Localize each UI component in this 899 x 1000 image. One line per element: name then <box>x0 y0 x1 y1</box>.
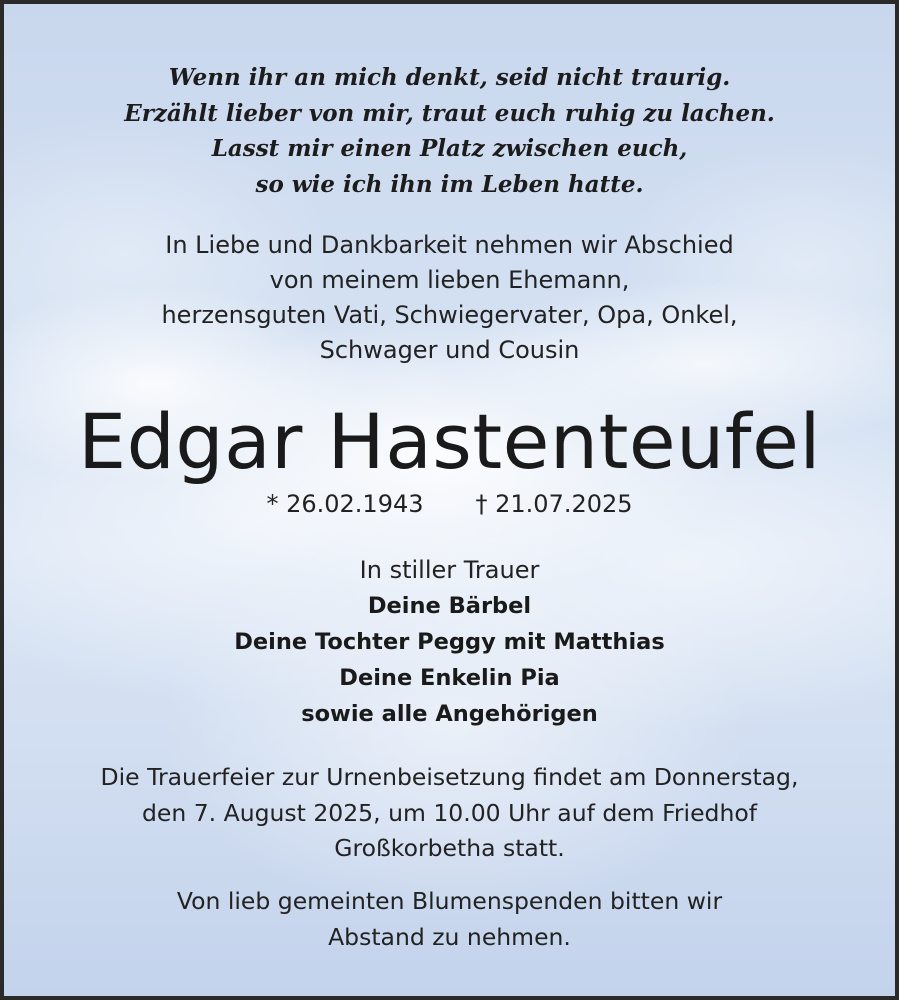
memorial-poem <box>4 60 895 202</box>
deceased-name: Edgar Hastenteufel <box>78 397 821 486</box>
mourner-name: Deine Enkelin Pia <box>339 665 560 691</box>
mourner-name: Deine Tochter Peggy mit Matthias <box>234 629 665 655</box>
life-dates <box>4 488 895 520</box>
intro-line: Schwager und Cousin <box>319 336 580 364</box>
flowers-line: Von lieb gemeinten Blumenspenden bitten wir <box>176 887 723 915</box>
poem-line: so wie ich ihn im Leben hatte. <box>255 170 644 198</box>
intro-line: von meinem lieben Ehemann, <box>269 266 630 294</box>
mourner-name: sowie alle Angehörigen <box>301 701 598 727</box>
poem-line: Erzählt lieber von mir, traut euch ruhig zu lachen. <box>124 99 775 127</box>
intro-line: In Liebe und Dankbarkeit nehmen wir Abschied <box>165 231 734 259</box>
farewell-intro <box>4 228 895 368</box>
mourners-heading: In stiller Trauer <box>359 556 540 584</box>
death-date: † 21.07.2025 <box>475 490 633 518</box>
ceremony-line: Die Trauerfeier zur Urnenbeisetzung findet am Donnerstag, <box>100 763 799 791</box>
mourners-block <box>4 552 895 732</box>
ceremony-line: den 7. August 2025, um 10.00 Uhr auf dem Friedhof <box>141 798 757 827</box>
poem-line: Lasst mir einen Platz zwischen euch, <box>211 135 688 162</box>
poem-line: Wenn ihr an mich denkt, seid nicht traurig. <box>168 64 731 91</box>
flowers-line: Abstand zu nehmen. <box>328 922 571 951</box>
birth-date: * 26.02.1943 <box>266 490 424 518</box>
mourner-name: Deine Bärbel <box>367 593 532 619</box>
ceremony-notice <box>4 760 895 867</box>
flowers-notice <box>4 884 895 955</box>
intro-line: herzensguten Vati, Schwiegervater, Opa, Onkel, <box>161 301 738 329</box>
ceremony-line: Großkorbetha statt. <box>334 834 565 862</box>
